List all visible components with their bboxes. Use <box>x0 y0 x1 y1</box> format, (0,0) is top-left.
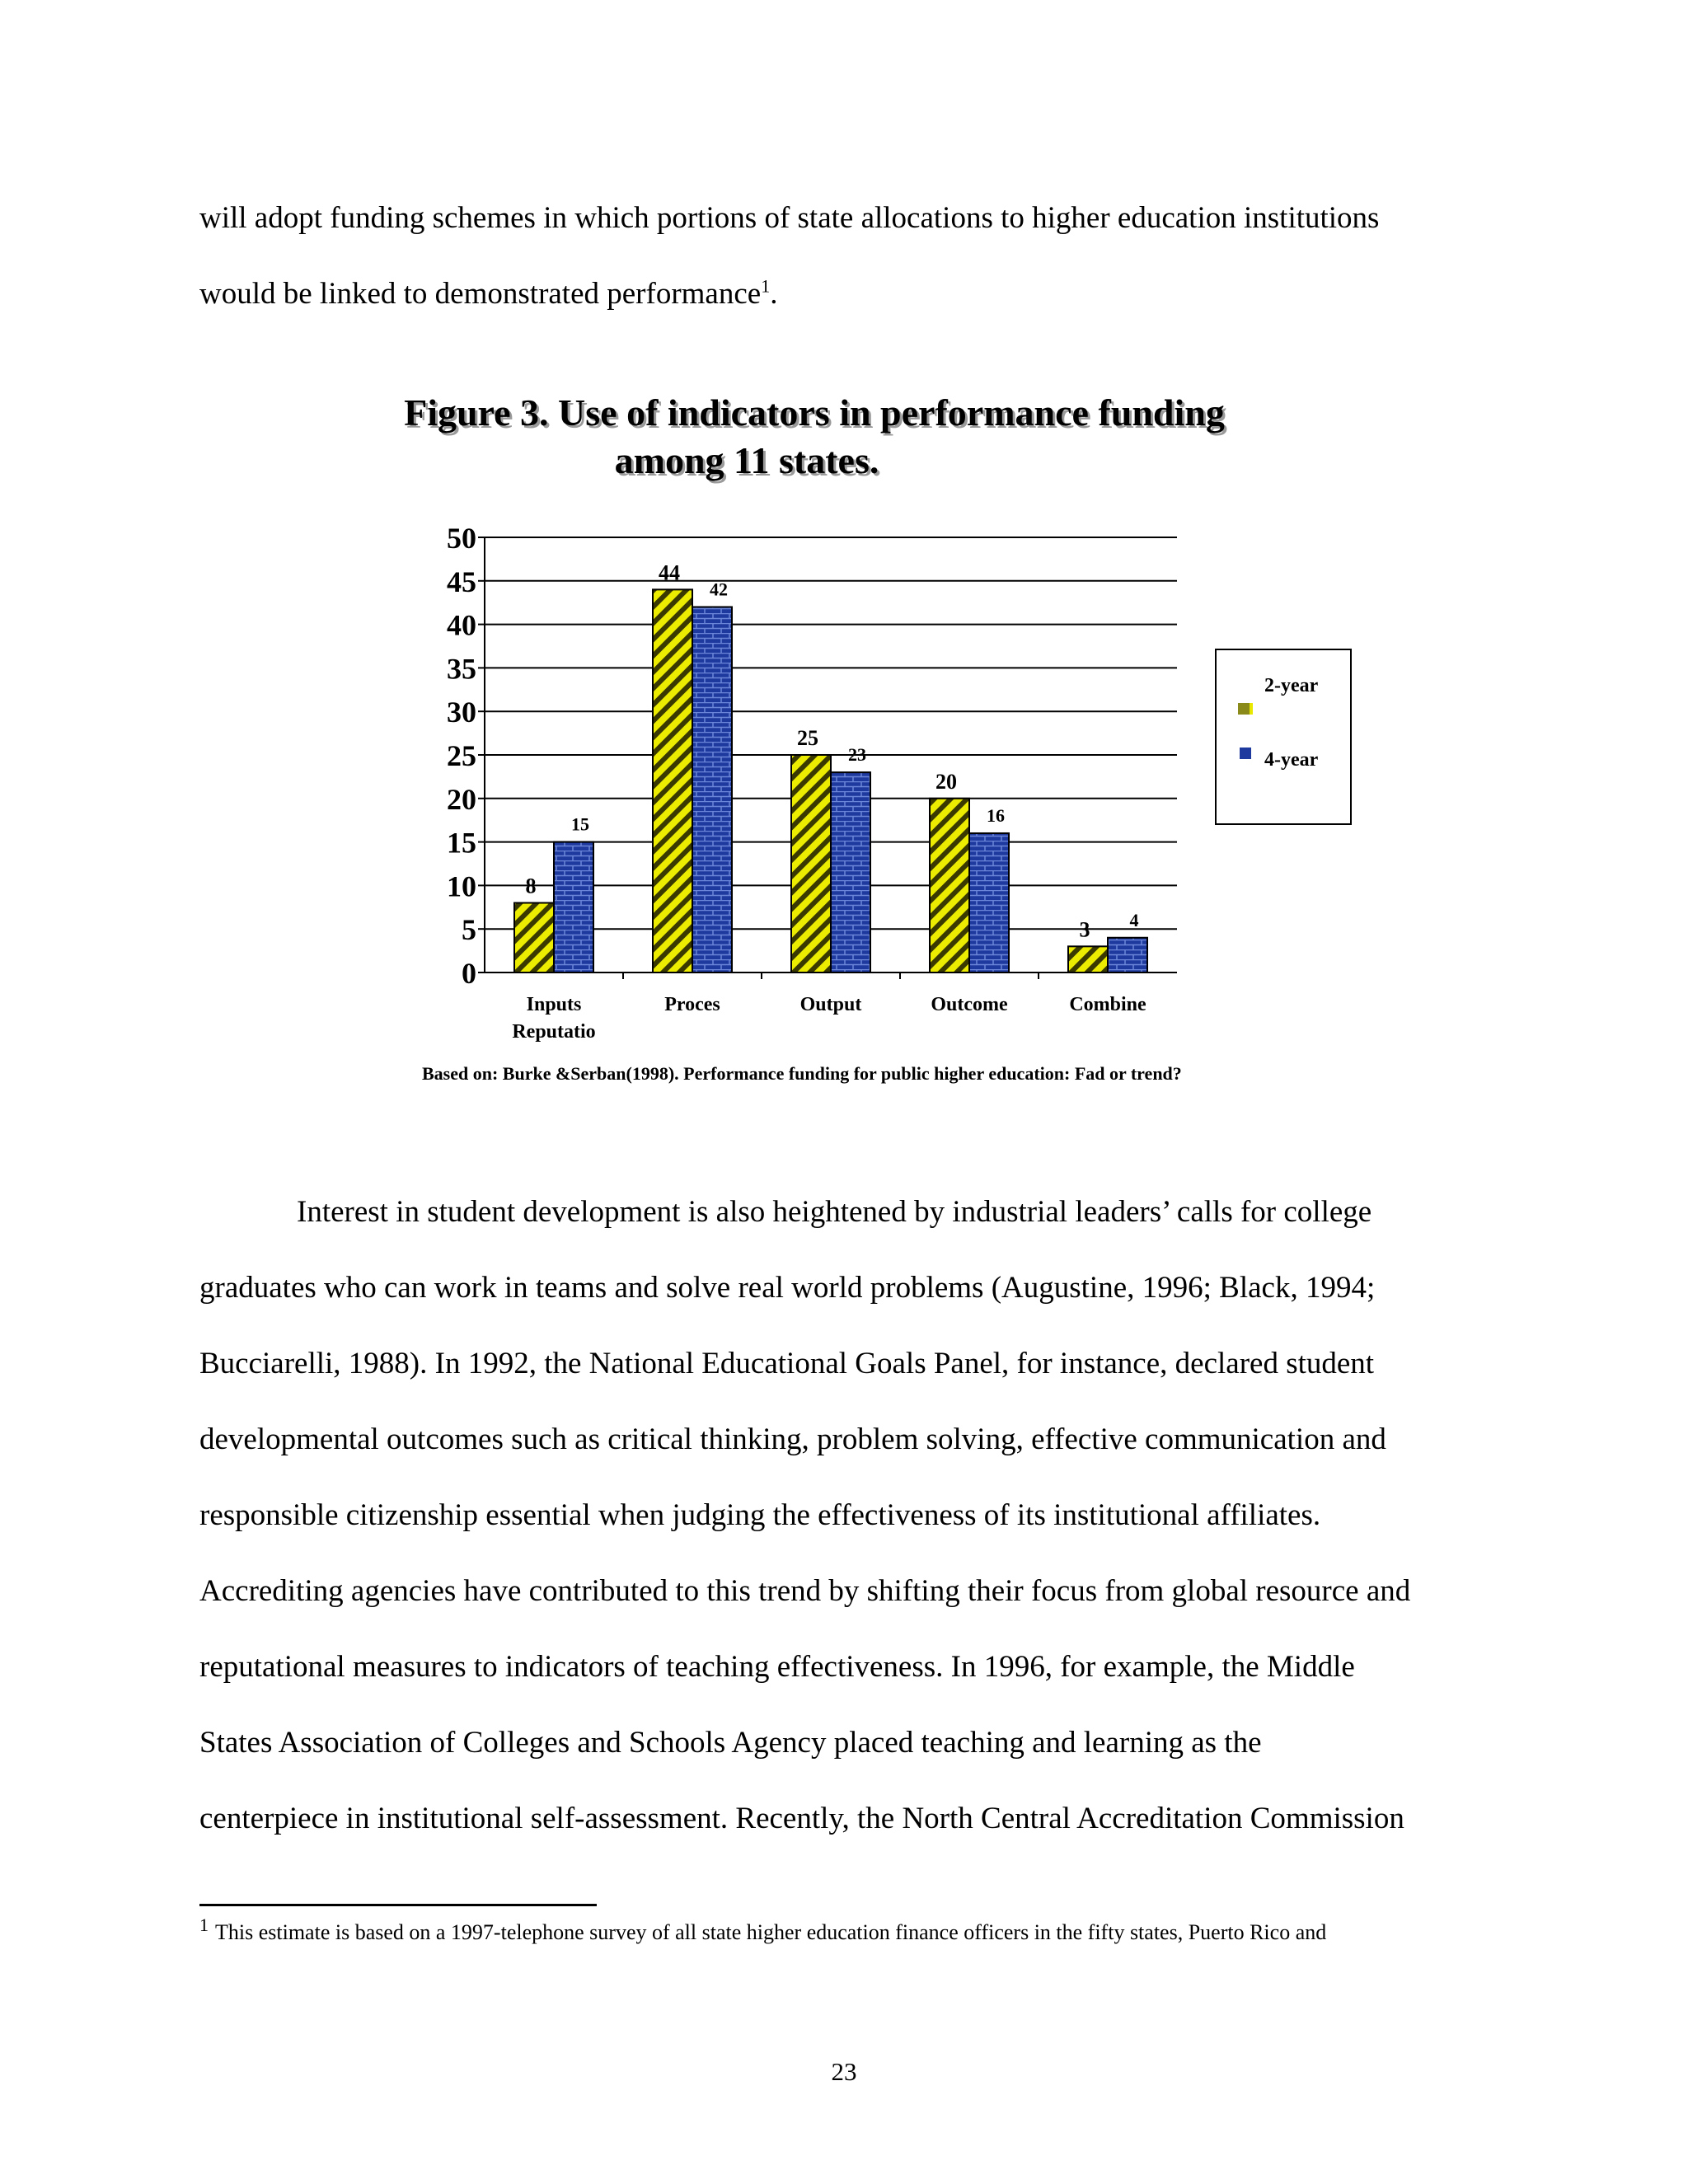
category-label-3-0: Outcome <box>931 994 1008 1015</box>
bar-4-year-4 <box>1108 938 1147 972</box>
data-label-2-year-3: 20 <box>935 769 957 794</box>
legend-label-4-year: 4-year <box>1264 749 1319 771</box>
paragraph-line-7: reputational measures to indicators of teaching effectiveness. In 1996, for example, the Middle <box>199 1650 1355 1684</box>
legend-swatch-4-year <box>1240 748 1251 759</box>
bar-2-year-0 <box>514 903 554 972</box>
bar-2-year-2 <box>791 755 831 972</box>
data-label-4-year-2: 23 <box>848 744 866 766</box>
category-label-0-0: Inputs <box>526 994 582 1015</box>
data-label-4-year-4: 4 <box>1129 909 1139 930</box>
intro-line-2-end: . <box>770 277 778 311</box>
bar-2-year-4 <box>1068 946 1108 972</box>
bar-4-year-1 <box>692 607 732 972</box>
y-tick-label-20: 20 <box>447 782 476 816</box>
data-label-2-year-4: 3 <box>1079 917 1090 942</box>
category-label-0-1: Reputatio <box>512 1021 596 1043</box>
figure-source: Based on: Burke &Serban(1998). Performance funding for public higher education: Fad or trend? <box>422 1063 1182 1084</box>
bar-4-year-2 <box>831 772 870 972</box>
bar-4-year-3 <box>969 833 1009 972</box>
y-tick-label-40: 40 <box>447 608 476 642</box>
y-tick-label-45: 45 <box>447 565 476 598</box>
paragraph-line-2: graduates who can work in teams and solve real world problems (Augustine, 1996; Black, 1994; <box>199 1271 1376 1305</box>
bar-2-year-1 <box>653 589 692 972</box>
intro-line-2-text: would be linked to demonstrated performance <box>199 277 762 311</box>
footnote-rule <box>199 1904 597 1906</box>
figure-title-line-2: among 11 states. <box>614 439 879 481</box>
legend-swatch-2-year <box>1238 703 1253 715</box>
figure-title-line-1: Figure 3. Use of indicators in performance funding <box>404 391 1225 434</box>
category-label-1-0: Proces <box>664 994 720 1015</box>
data-label-4-year-0: 15 <box>571 813 589 835</box>
paragraph-line-6: Accrediting agencies have contributed to this trend by shifting their focus from global resource and <box>199 1574 1411 1608</box>
y-tick-label-0: 0 <box>462 957 476 990</box>
data-label-4-year-1: 42 <box>710 579 728 600</box>
data-label-4-year-3: 16 <box>987 805 1005 827</box>
footnote-ref: 1 <box>761 275 771 297</box>
y-tick-label-30: 30 <box>447 696 476 729</box>
data-label-2-year-1: 44 <box>659 560 680 585</box>
bar-2-year-3 <box>930 799 969 972</box>
legend <box>1215 649 1352 825</box>
page-number: 23 <box>831 2057 857 2086</box>
bars <box>514 589 1147 972</box>
y-tick-label-50: 50 <box>447 522 476 555</box>
y-tick-label-5: 5 <box>462 913 476 947</box>
paragraph-line-9: centerpiece in institutional self-assessment. Recently, the North Central Accreditation Commission <box>199 1802 1404 1835</box>
bar-chart <box>0 0 1688 1071</box>
data-label-2-year-0: 8 <box>525 874 537 898</box>
paragraph-line-8: States Association of Colleges and Schools Agency placed teaching and learning as the <box>199 1726 1262 1760</box>
footnote-text: This estimate is based on a 1997-telephone survey of all state higher education finance officers in the fifty states, Puerto Rico and <box>215 1920 1327 1944</box>
intro-line-1: will adopt funding schemes in which portions of state allocations to higher education institutions <box>199 201 1380 235</box>
legend-label-2-year: 2-year <box>1264 675 1319 696</box>
paragraph-line-3: Bucciarelli, 1988). In 1992, the National Educational Goals Panel, for instance, declared student <box>199 1347 1375 1380</box>
y-tick-label-35: 35 <box>447 652 476 686</box>
y-tick-label-15: 15 <box>447 826 476 860</box>
footnote-mark: 1 <box>199 1915 209 1936</box>
bar-4-year-0 <box>554 842 593 972</box>
paragraph-line-1: Interest in student development is also heightened by industrial leaders’ calls for college <box>297 1195 1372 1229</box>
paragraph-line-4: developmental outcomes such as critical thinking, problem solving, effective communication and <box>199 1422 1386 1456</box>
y-tick-label-10: 10 <box>447 869 476 903</box>
footnote <box>199 1915 1327 1945</box>
category-label-2-0: Output <box>799 994 862 1015</box>
y-tick-label-25: 25 <box>447 739 476 772</box>
data-label-2-year-2: 25 <box>797 726 818 750</box>
category-label-4-0: Combine <box>1069 994 1146 1015</box>
paragraph-line-5: responsible citizenship essential when judging the effectiveness of its institutional affiliates. <box>199 1498 1321 1532</box>
